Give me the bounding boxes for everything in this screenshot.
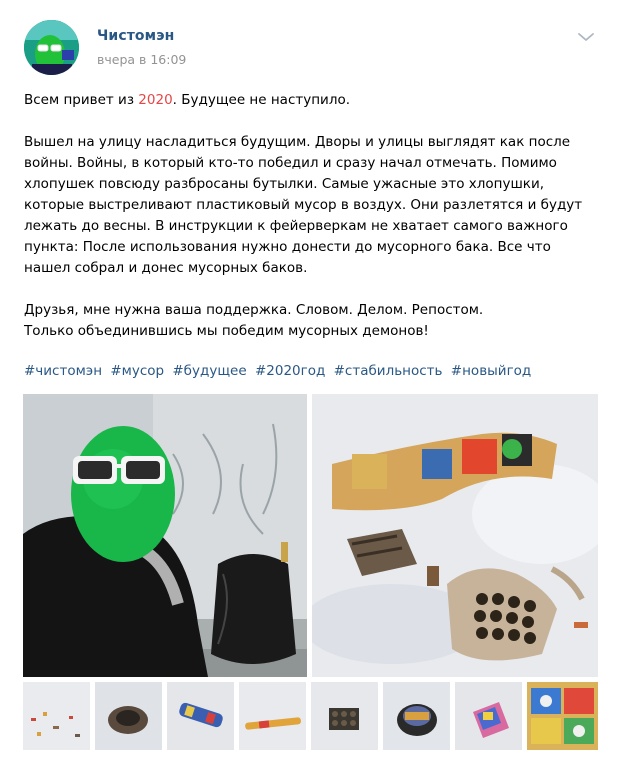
paragraph-appeal-2: Только объединившись мы победим мусорных демонов! [24, 323, 429, 339]
photo-thumbnail[interactable] [239, 682, 306, 750]
year-link[interactable]: 2020 [138, 92, 173, 108]
photo-image [95, 682, 162, 750]
paragraph-greeting [24, 90, 599, 111]
photo-thumbnail[interactable] [455, 682, 522, 750]
post-menu-button[interactable] [577, 30, 595, 44]
hashtag-link[interactable]: #будущее [172, 363, 247, 379]
photo-image [311, 682, 378, 750]
photo-image [23, 682, 90, 750]
greeting-suffix: . Будущее не наступило. [172, 92, 351, 108]
paragraph-appeal-1: Друзья, мне нужна ваша поддержка. Словом. Делом. Репостом. [24, 302, 484, 318]
hashtag-list [24, 361, 535, 382]
photo-image [455, 682, 522, 750]
greeting-text: Всем привет из [24, 92, 139, 108]
photo-fireworks-debris[interactable] [312, 394, 598, 677]
photo-thumbnail[interactable] [167, 682, 234, 750]
photo-thumbnail[interactable] [23, 682, 90, 750]
hashtag-link[interactable]: #2020год [254, 363, 326, 379]
paragraph-story: Вышел на улицу насладиться будущим. Дворы и улицы выглядят как после войны. Войны, в который кто-то победил и сразу начал отмечать. Помимо хлопушек повсюду разбросаны бутылки. Самые ужасные это хлопушки, которые выстреливают пластиковый мусор в воздух. Они разлетятся и будут лежать до весны. В инструкции к фейерверкам не хватает самого важного пункта: После использования нужно донести до мусорного бака. Все что нашел собрал и донес мусорных баков. [24, 134, 583, 276]
photo-image [312, 394, 598, 677]
chevron-down-icon [577, 30, 595, 44]
photo-image [239, 682, 306, 750]
post-text [24, 90, 599, 342]
author-name[interactable]: Чистомэн [97, 28, 175, 44]
hashtag-link[interactable]: #новыйгод [450, 363, 532, 379]
hashtag-link[interactable]: #стабильность [333, 363, 443, 379]
photo-image [383, 682, 450, 750]
avatar-image [24, 20, 79, 75]
hashtag-link[interactable]: #мусор [110, 363, 165, 379]
photo-masked-person[interactable] [23, 394, 307, 677]
photo-thumbnail[interactable] [383, 682, 450, 750]
author-avatar[interactable] [24, 20, 79, 75]
photo-image [23, 394, 307, 677]
photo-image [527, 682, 598, 750]
photo-thumbnail[interactable] [95, 682, 162, 750]
photo-thumbnail[interactable] [311, 682, 378, 750]
hashtag-link[interactable]: #чистомэн [24, 363, 103, 379]
post-time[interactable]: вчера в 16:09 [97, 52, 187, 67]
photo-image [167, 682, 234, 750]
photo-thumbnail[interactable] [527, 682, 598, 750]
